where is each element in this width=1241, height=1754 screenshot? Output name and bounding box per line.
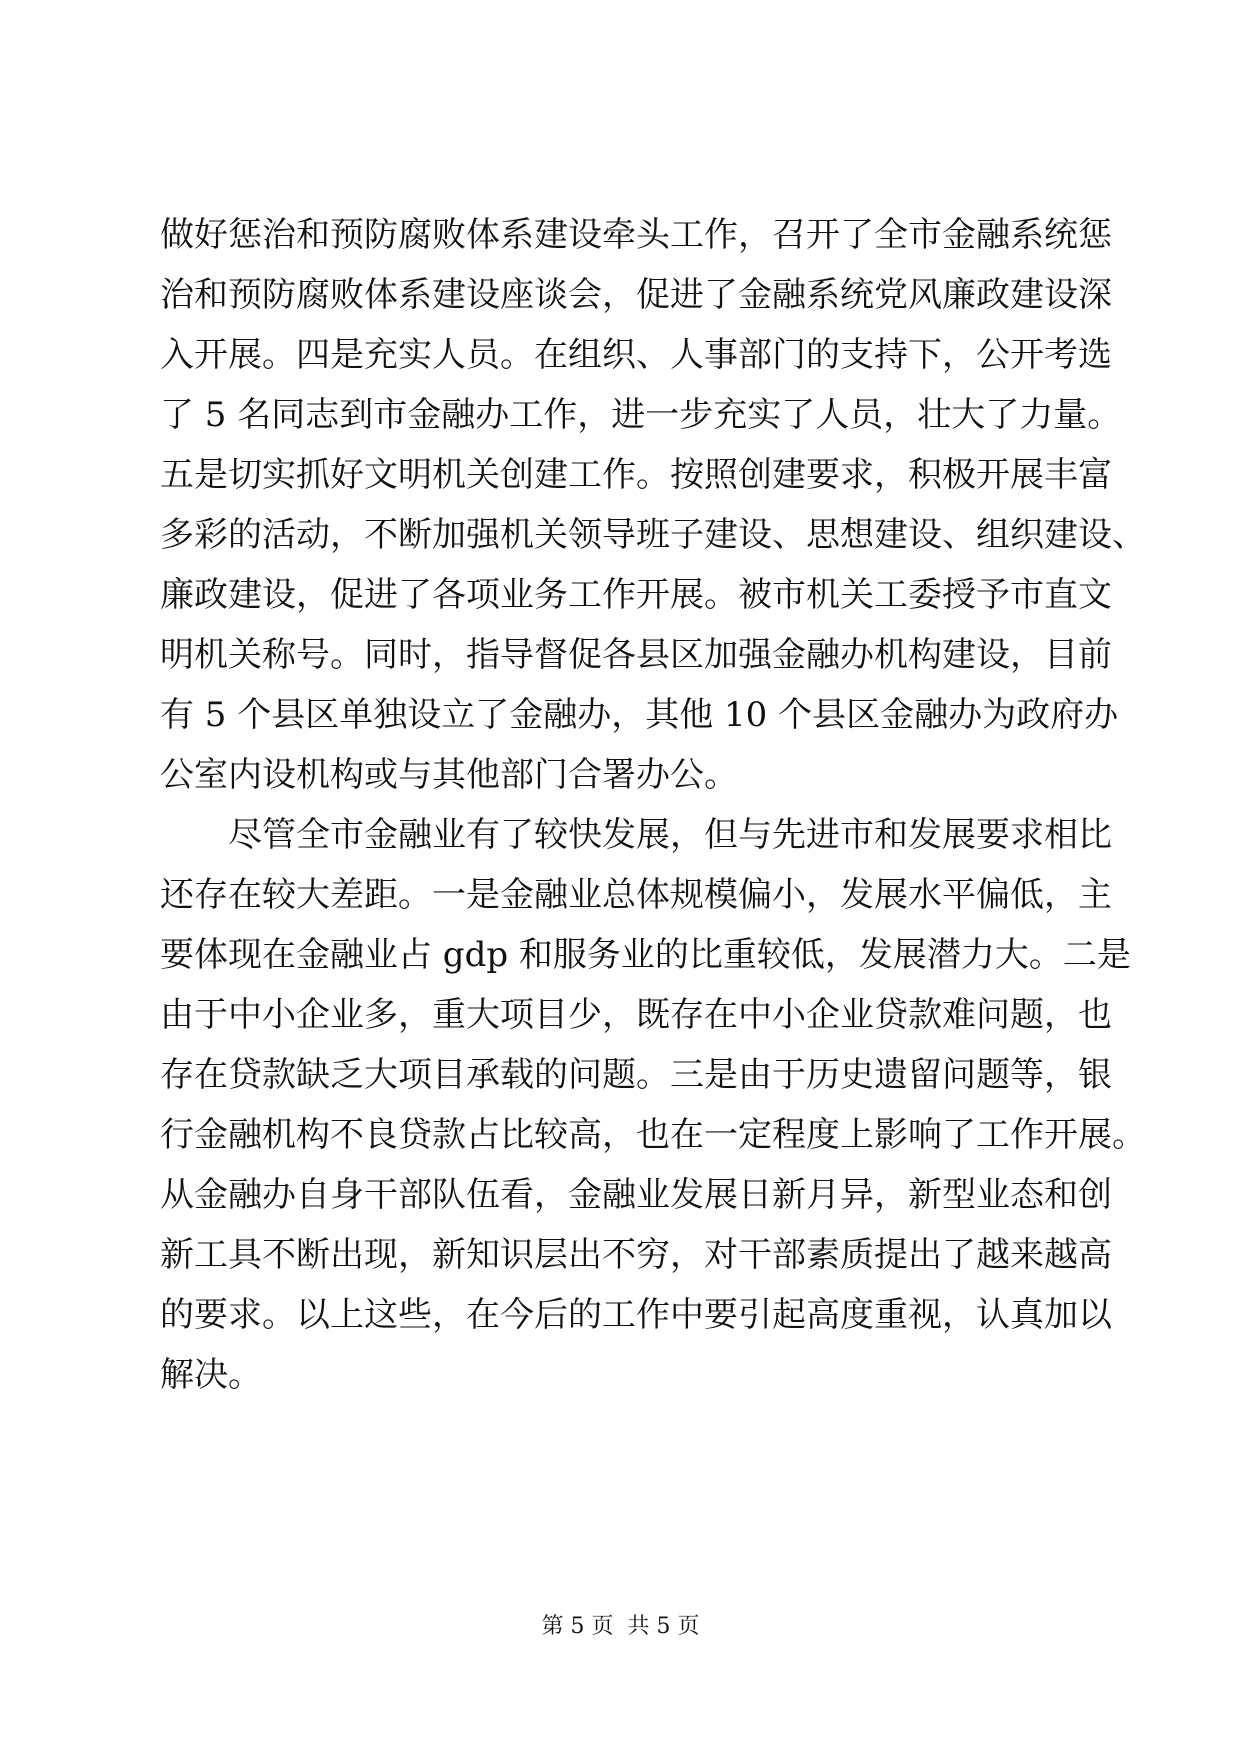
paragraph-1-line: 入开展。四是充实人员。在组织、人事部门的支持下，公开考选	[160, 335, 1112, 375]
paragraph-2-first-line: 尽管全市金融业有了较快发展，但与先进市和发展要求相比	[228, 815, 1112, 855]
paragraph-2-line: 存在贷款缺乏大项目承载的问题。三是由于历史遗留问题等，银	[160, 1055, 1112, 1095]
page-number-footer: 第 5 页 共 5 页	[541, 1614, 700, 1639]
paragraph-1-line: 明机关称号。同时，指导督促各县区加强金融办机构建设，目前	[160, 635, 1112, 675]
paragraph-1-line: 了 5 名同志到市金融办工作，进一步充实了人员，壮大了力量。	[160, 395, 1122, 435]
paragraph-2-line: 新工具不断出现，新知识层出不穷，对干部素质提出了越来越高	[160, 1235, 1112, 1275]
paragraph-1-line: 廉政建设，促进了各项业务工作开展。被市机关工委授予市直文	[160, 575, 1112, 615]
paragraph-2-line: 由于中小企业多，重大项目少，既存在中小企业贷款难问题，也	[160, 995, 1112, 1035]
paragraph-2-line: 行金融机构不良贷款占比较高，也在一定程度上影响了工作开展。	[160, 1115, 1146, 1155]
paragraph-1-line: 公室内设机构或与其他部门合署办公。	[160, 755, 738, 795]
paragraph-2-line: 还存在较大差距。一是金融业总体规模偏小，发展水平偏低，主	[160, 875, 1112, 915]
paragraph-1-line: 多彩的活动，不断加强机关领导班子建设、思想建设、组织建设、	[160, 515, 1146, 555]
paragraph-1-line: 有 5 个县区单独设立了金融办，其他 10 个县区金融办为政府办	[160, 695, 1119, 735]
paragraph-1-line: 做好惩治和预防腐败体系建设牵头工作，召开了全市金融系统惩	[160, 215, 1112, 255]
paragraph-2-line: 解决。	[160, 1355, 262, 1395]
paragraph-2-line: 的要求。以上这些，在今后的工作中要引起高度重视，认真加以	[160, 1295, 1112, 1335]
paragraph-1-line: 治和预防腐败体系建设座谈会，促进了金融系统党风廉政建设深	[160, 275, 1112, 315]
paragraph-2-line: 要体现在金融业占 gdp 和服务业的比重较低，发展潜力大。二是	[160, 935, 1131, 975]
paragraph-2-line: 从金融办自身干部队伍看，金融业发展日新月异，新型业态和创	[160, 1175, 1112, 1215]
paragraph-1-line: 五是切实抓好文明机关创建工作。按照创建要求，积极开展丰富	[160, 455, 1112, 495]
